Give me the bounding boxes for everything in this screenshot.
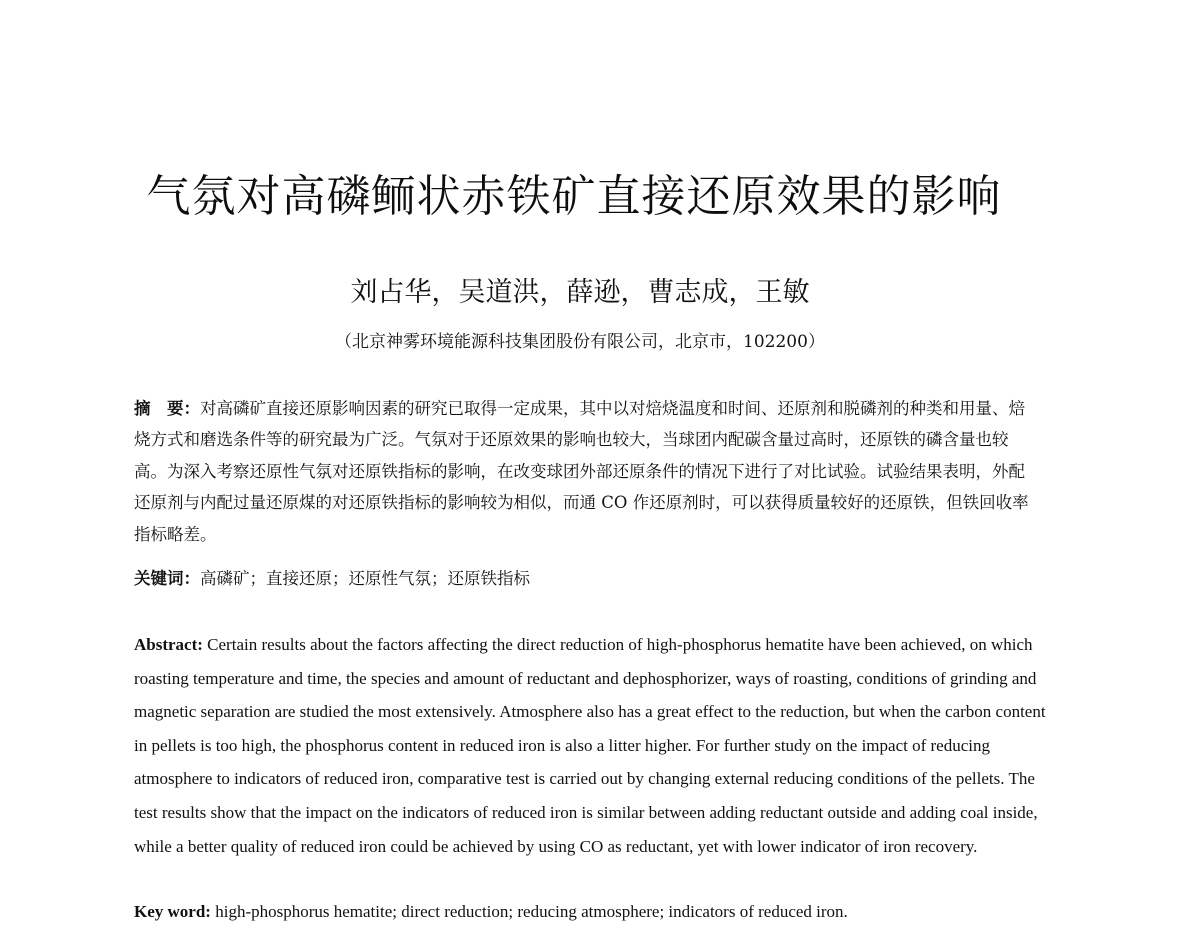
english-abstract bbox=[134, 628, 1049, 863]
chinese-keywords-text: 高磷矿；直接还原；还原性气氛；还原铁指标 bbox=[200, 569, 530, 588]
english-keywords bbox=[134, 898, 1049, 926]
english-abstract-label: Abstract: bbox=[134, 635, 203, 654]
paper-title: 气氛对高磷鲕状赤铁矿直接还原效果的影响 bbox=[146, 171, 1002, 222]
chinese-abstract-text: 对高磷矿直接还原影响因素的研究已取得一定成果，其中以对焙烧温度和时间、还原剂和脱磷剂的种类和用量、焙烧方式和磨选条件等的研究最为广泛。气氛对于还原效果的影响也较大，当球团内配碳含量过高时，还原铁的磷含量也较高。为深入考察还原性气氛对还原铁指标的影响，在改变球团外部还原条件的情况下进行了对比试验。试验结果表明，外配还原剂与内配过量还原煤的对还原铁指标的影响较为相似，而通 CO 作还原剂时，可以获得质量较好的还原铁，但铁回收率指标略差。 bbox=[134, 399, 1029, 544]
english-abstract-text: Certain results about the factors affecting the direct reduction of high-phosphorus hematite have been achieved, on which roasting temperature and time, the species and amount of reductant and dephosphorizer, ways of roasting, conditions of grinding and magnetic separation are studied the most extensively. Atmosphere also has a great effect to the reduction, but when the carbon content in pellets is too high, the phosphorus content in reduced iron is also a litter higher. For further study on the impact of reducing atmosphere to indicators of reduced iron, comparative test is carried out by changing external reducing conditions of the pellets. The test results show that the impact on the indicators of reduced iron is similar between adding reductant outside and adding coal inside, while a better quality of reduced iron could be achieved by using CO as reductant, yet with lower indicator of iron recovery. bbox=[134, 635, 1046, 856]
chinese-abstract-label: 摘 要： bbox=[134, 399, 200, 418]
chinese-keywords-label: 关键词： bbox=[134, 569, 200, 588]
author-affiliation: （北京神雾环境能源科技集团股份有限公司，北京市，102200） bbox=[335, 332, 825, 352]
author-list: 刘占华，吴道洪，薛逊，曹志成，王敏 bbox=[350, 277, 810, 308]
english-keywords-text: high-phosphorus hematite; direct reduction; reducing atmosphere; indicators of reduced iron. bbox=[215, 902, 848, 921]
chinese-keywords bbox=[134, 565, 1034, 593]
english-keywords-label: Key word: bbox=[134, 902, 211, 921]
chinese-abstract bbox=[134, 393, 1034, 550]
